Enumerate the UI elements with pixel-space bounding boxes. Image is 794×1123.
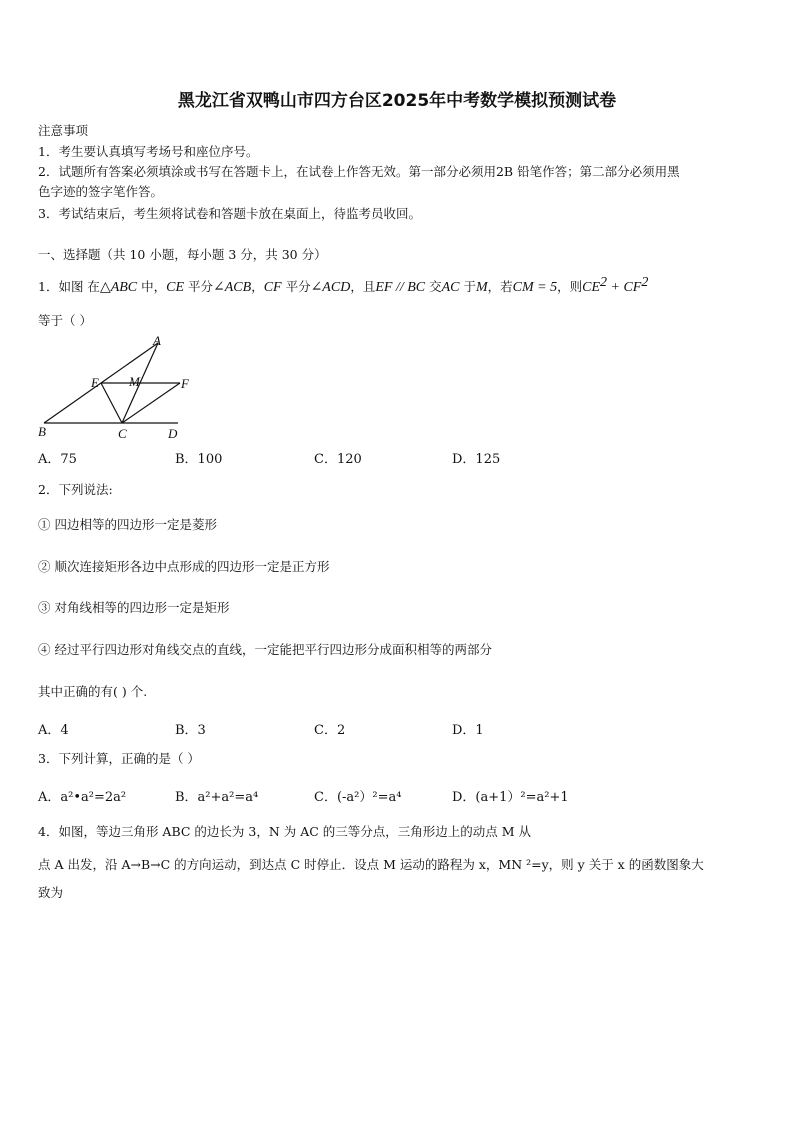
label-b: B bbox=[38, 424, 46, 439]
question-3-stem: 3．下列计算，正确的是（ ） bbox=[38, 751, 200, 766]
question-2-item-3: ③ 对角线相等的四边形一定是矩形 bbox=[38, 600, 230, 615]
question-3-option-a[interactable]: A．a²•a²=2a² bbox=[38, 790, 127, 805]
question-2-item-4: ④ 经过平行四边形对角线交点的直线，一定能把平行四边形分成面积相等的两部分 bbox=[38, 642, 492, 657]
question-2-option-a[interactable]: A．4 bbox=[38, 723, 69, 738]
question-1-figure bbox=[34, 334, 194, 444]
question-1-stem-line2: 等于（ ） bbox=[38, 313, 92, 328]
question-2-item-1: ① 四边相等的四边形一定是菱形 bbox=[38, 517, 217, 532]
question-2-stem: 2．下列说法: bbox=[38, 482, 113, 497]
question-4-stem-line2: 点 A 出发，沿 A→B→C 的方向运动，到达点 C 时停止．设点 M 运动的路程为 x，MN ²=y，则 y 关于 x 的函数图象大 bbox=[38, 857, 704, 872]
section-heading: 一、选择题（共 10 小题，每小题 3 分，共 30 分） bbox=[38, 247, 327, 262]
page-title: 黑龙江省双鸭山市四方台区2025年中考数学模拟预测试卷 bbox=[177, 91, 617, 111]
question-3-option-d[interactable]: D．(a+1）²=a²+1 bbox=[452, 790, 569, 805]
label-e: E bbox=[91, 375, 99, 390]
question-1-option-c[interactable]: C．120 bbox=[314, 452, 362, 467]
notice-item-1: 1．考生要认真填写考场号和座位序号。 bbox=[38, 144, 259, 159]
question-3-option-c[interactable]: C．(-a²）²=a⁴ bbox=[314, 790, 402, 805]
question-1-option-a[interactable]: A．75 bbox=[38, 452, 77, 467]
question-4-stem-line3: 致为 bbox=[38, 885, 64, 900]
line-ec bbox=[101, 383, 122, 423]
question-2-option-c[interactable]: C．2 bbox=[314, 723, 346, 738]
question-2-tail: 其中正确的有( ) 个. bbox=[38, 684, 148, 699]
notice-item-3: 3．考试结束后，考生须将试卷和答题卡放在桌面上，待监考员收回。 bbox=[38, 206, 421, 221]
question-2-item-2: ② 顺次连接矩形各边中点形成的四边形一定是正方形 bbox=[38, 559, 330, 574]
question-1-stem: 1．如图 在△ABC 中，CE 平分∠ACB，CF 平分∠ACD，且EF // BC 交AC 于M，若CM = 5，则$CE^2 + CF^2$ bbox=[38, 275, 649, 296]
question-2-option-b[interactable]: B．3 bbox=[175, 723, 206, 738]
label-c: C bbox=[118, 426, 127, 441]
notice-item-2: 2．试题所有答案必须填涂或书写在答题卡上，在试卷上作答无效。第一部分必须用2B 铅笔作答；第二部分必须用黑 bbox=[38, 164, 680, 179]
notice-heading: 注意事项 bbox=[38, 123, 89, 138]
question-1-option-d[interactable]: D．125 bbox=[452, 452, 501, 467]
label-m: M bbox=[129, 374, 140, 389]
label-d: D bbox=[168, 426, 178, 441]
question-4-stem-line1: 4．如图，等边三角形 ABC 的边长为 3，N 为 AC 的三等分点，三角形边上的动点 M 从 bbox=[38, 824, 532, 839]
label-f: F bbox=[181, 376, 189, 391]
question-1-option-b[interactable]: B．100 bbox=[175, 452, 223, 467]
label-a: A bbox=[153, 334, 161, 348]
notice-item-2-cont: 色字迹的签字笔作答。 bbox=[38, 184, 164, 199]
question-2-option-d[interactable]: D．1 bbox=[452, 723, 484, 738]
question-3-option-b[interactable]: B．a²+a²=a⁴ bbox=[175, 790, 259, 805]
